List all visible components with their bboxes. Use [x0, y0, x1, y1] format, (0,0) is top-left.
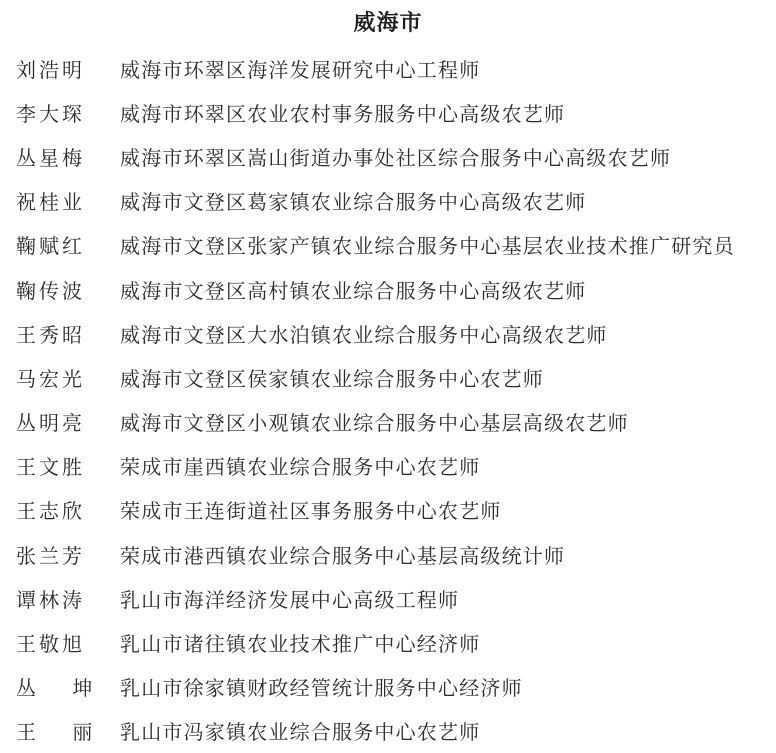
person-name: 王秀昭	[16, 322, 85, 347]
person-name: 谭林涛	[16, 587, 85, 612]
person-organization: 乳山市冯家镇农业综合服务中心农艺师	[120, 720, 481, 745]
person-organization: 威海市文登区高村镇农业综合服务中心高级农艺师	[120, 278, 587, 303]
page-title: 威海市	[353, 11, 423, 36]
person-organization: 乳山市海洋经济发展中心高级工程师	[120, 587, 460, 612]
list-item	[0, 400, 776, 444]
person-organization: 威海市文登区侯家镇农业综合服务中心农艺师	[120, 366, 544, 391]
person-organization: 荣成市崖西镇农业综合服务中心农艺师	[120, 455, 481, 480]
person-name: 刘浩明	[16, 57, 85, 82]
person-name: 丛星梅	[16, 145, 85, 170]
personnel-list	[0, 46, 776, 753]
person-organization: 荣成市港西镇农业综合服务中心基层高级统计师	[120, 543, 566, 568]
person-organization: 威海市文登区张家产镇农业综合服务中心基层农业技术推广研究员	[120, 234, 735, 259]
list-item	[0, 532, 776, 576]
person-name: 丛 坤	[16, 676, 108, 701]
list-item	[0, 444, 776, 488]
list-item	[0, 90, 776, 134]
list-item	[0, 355, 776, 399]
list-item	[0, 179, 776, 223]
person-name: 马宏光	[16, 366, 85, 391]
person-name: 祝桂业	[16, 190, 85, 215]
list-item	[0, 134, 776, 178]
list-item	[0, 223, 776, 267]
list-item	[0, 46, 776, 90]
person-organization: 威海市环翠区嵩山街道办事处社区综合服务中心高级农艺师	[120, 145, 672, 170]
person-name: 鞠赋红	[16, 234, 85, 259]
person-organization: 荣成市王连街道社区事务服务中心农艺师	[120, 499, 502, 524]
list-item	[0, 665, 776, 709]
list-item	[0, 576, 776, 620]
person-organization: 威海市环翠区农业农村事务服务中心高级农艺师	[120, 101, 566, 126]
list-item	[0, 488, 776, 532]
list-item	[0, 267, 776, 311]
person-name: 王 丽	[16, 720, 108, 745]
person-name: 王敬旭	[16, 632, 85, 657]
list-item	[0, 620, 776, 664]
person-name: 王志欣	[16, 499, 85, 524]
person-organization: 威海市文登区葛家镇农业综合服务中心高级农艺师	[120, 190, 587, 215]
person-organization: 威海市环翠区海洋发展研究中心工程师	[120, 57, 481, 82]
list-item	[0, 709, 776, 753]
list-item	[0, 311, 776, 355]
person-name: 丛明亮	[16, 411, 85, 436]
person-name: 张兰芳	[16, 543, 85, 568]
person-name: 李大琛	[16, 101, 85, 126]
person-organization: 乳山市徐家镇财政经管统计服务中心经济师	[120, 676, 523, 701]
person-organization: 乳山市诸往镇农业技术推广中心经济师	[120, 632, 481, 657]
person-name: 王文胜	[16, 455, 85, 480]
person-organization: 威海市文登区小观镇农业综合服务中心基层高级农艺师	[120, 411, 629, 436]
person-name: 鞠传波	[16, 278, 85, 303]
person-organization: 威海市文登区大水泊镇农业综合服务中心高级农艺师	[120, 322, 608, 347]
